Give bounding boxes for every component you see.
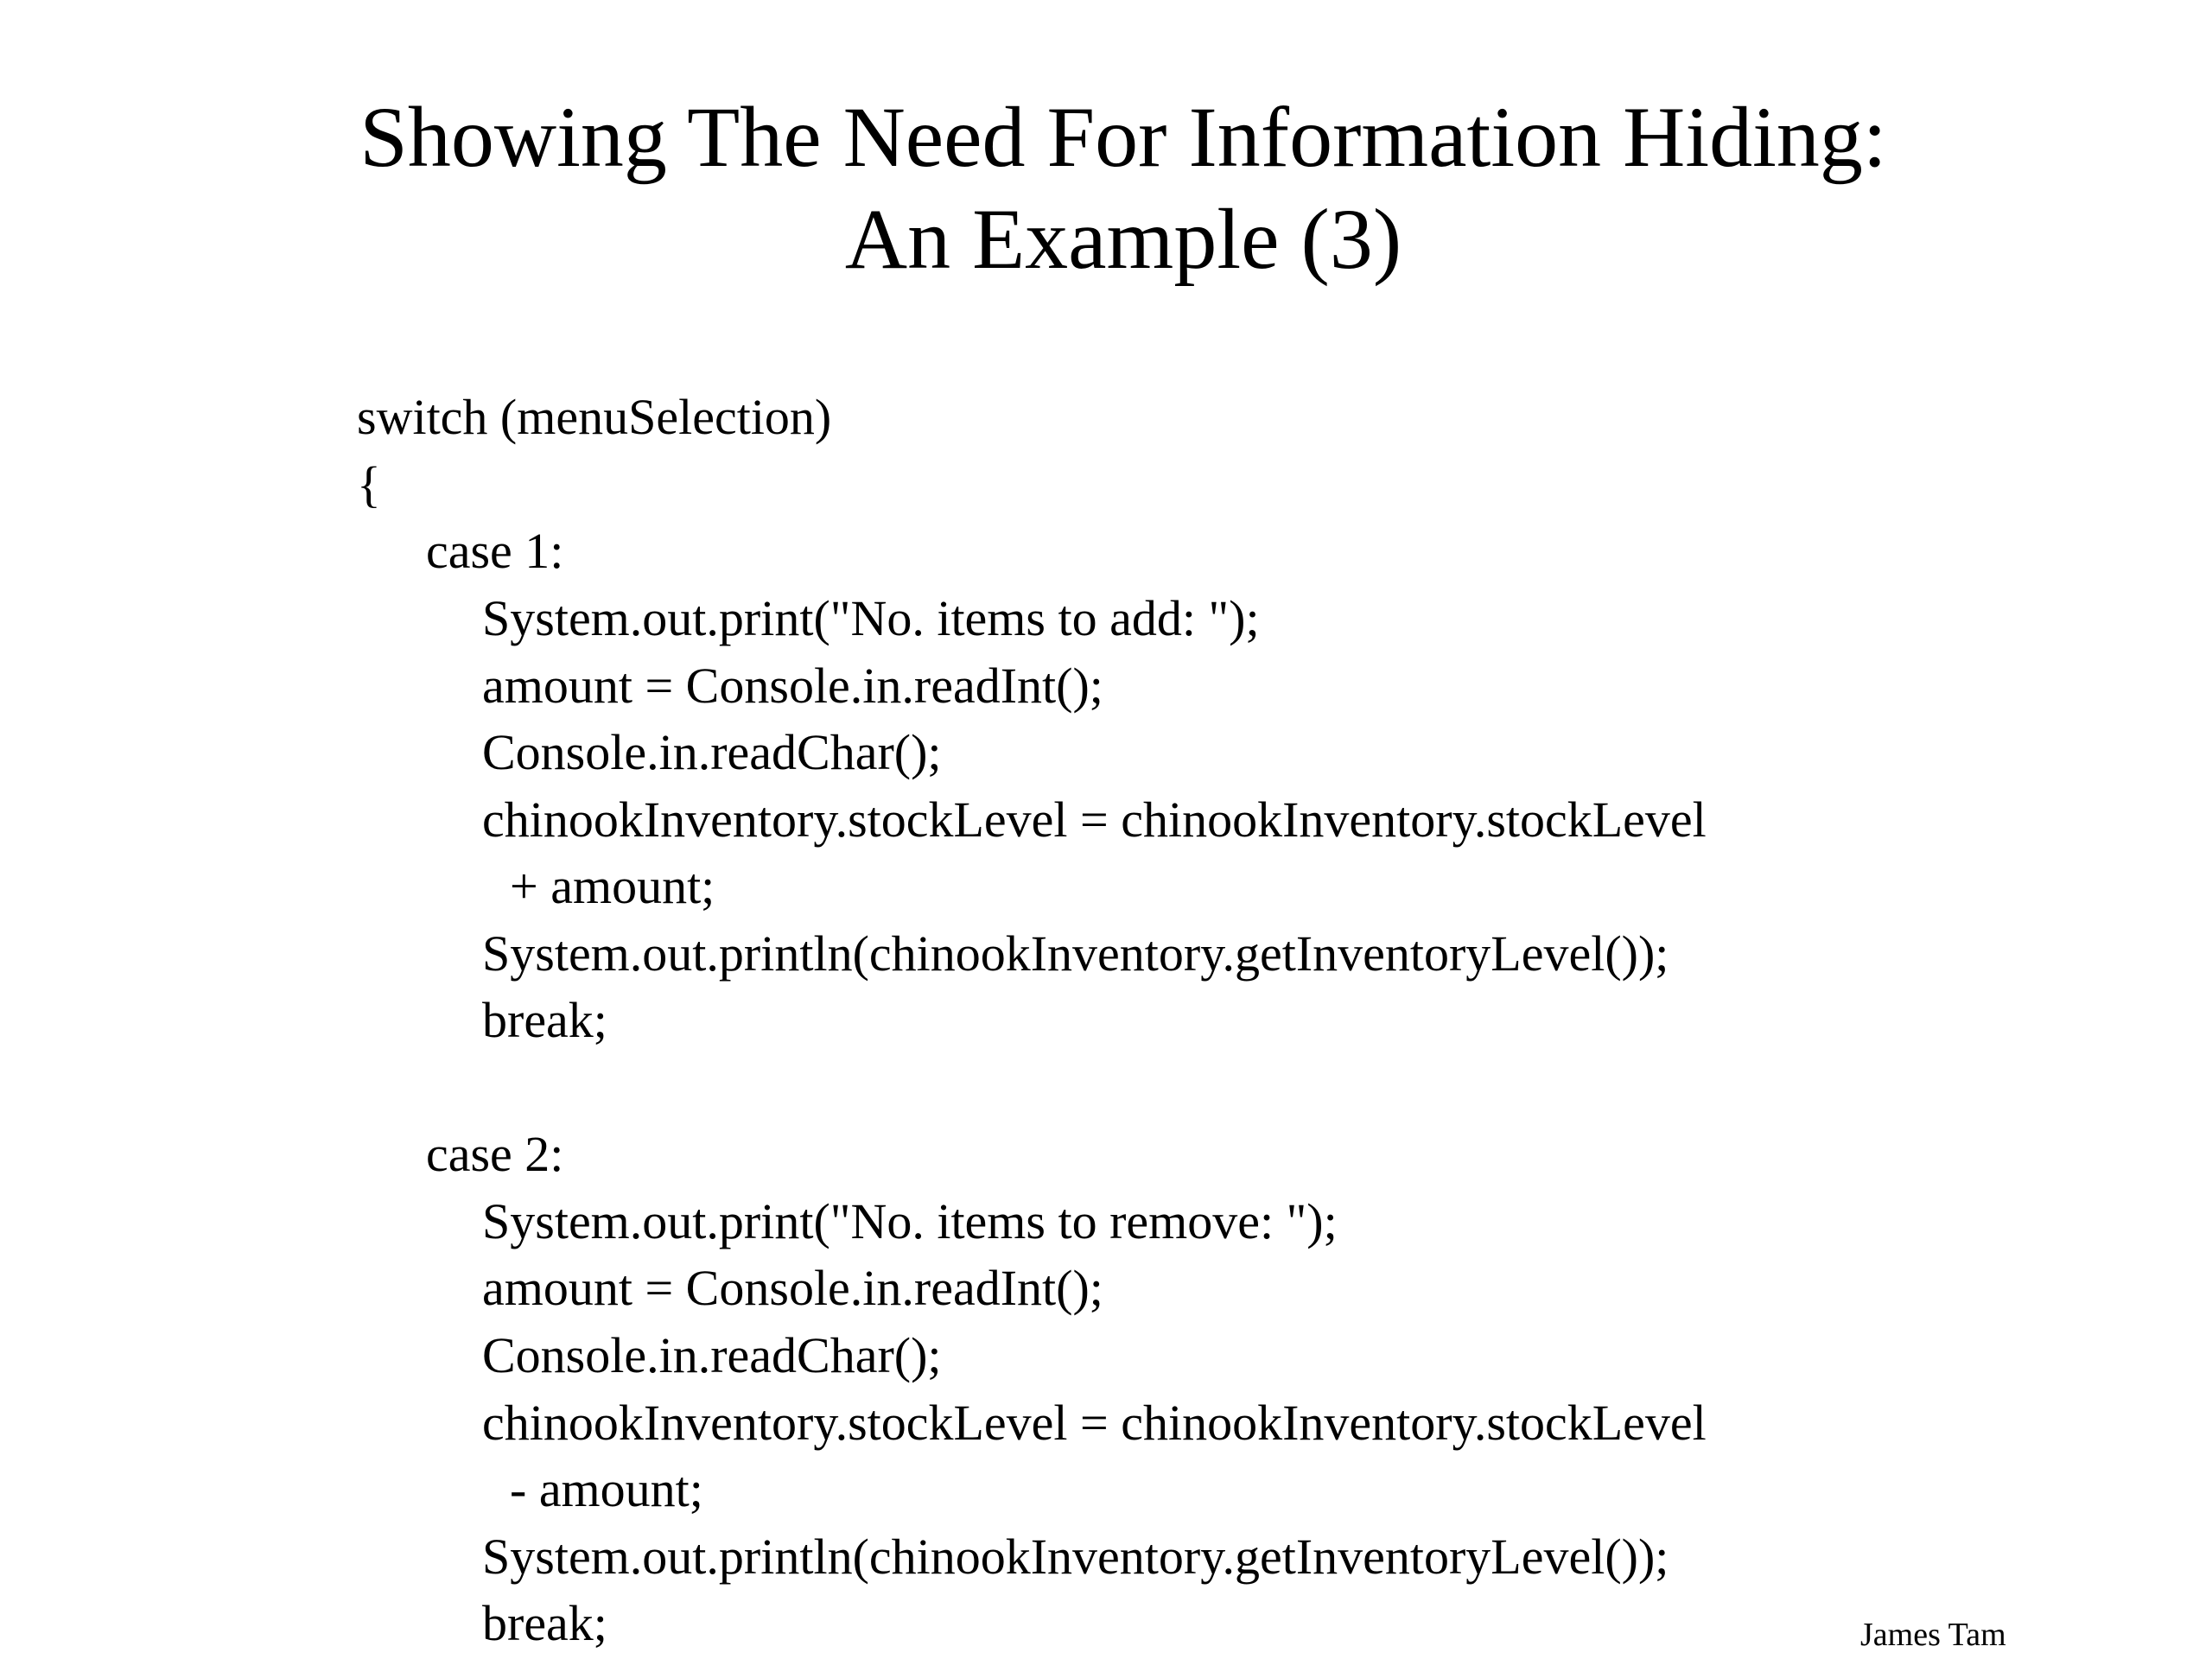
code-line: System.out.print("No. items to add: "); <box>482 590 1260 646</box>
code-line: + amount; <box>510 858 715 914</box>
code-line: break; <box>482 992 607 1048</box>
code-line: System.out.print("No. items to remove: "); <box>482 1193 1338 1249</box>
code-line: break; <box>482 1595 607 1651</box>
footer-author: James Tam <box>1860 1617 2006 1653</box>
code-line: Console.in.readChar(); <box>482 724 942 780</box>
code-line: amount = Console.in.readInt(); <box>482 658 1103 714</box>
code-line: System.out.println(chinookInventory.getInventoryLevel()); <box>482 1529 1669 1585</box>
code-line: System.out.println(chinookInventory.getInventoryLevel()); <box>482 925 1669 982</box>
code-line: case 1: <box>426 523 564 579</box>
code-line: - amount; <box>510 1461 703 1517</box>
slide-title <box>0 86 2212 290</box>
code-line: Console.in.readChar(); <box>482 1327 942 1383</box>
slide-title-line-1: Showing The Need For Information Hiding: <box>359 89 1887 185</box>
code-line: { <box>357 456 381 512</box>
slide-title-line-2: An Example (3) <box>844 191 1402 287</box>
code-line: chinookInventory.stockLevel = chinookInventory.stockLevel <box>482 1395 1707 1451</box>
code-line: amount = Console.in.readInt(); <box>482 1260 1103 1316</box>
code-line: switch (menuSelection) <box>357 389 832 445</box>
code-line: chinookInventory.stockLevel = chinookInventory.stockLevel <box>482 791 1707 848</box>
code-line: case 2: <box>426 1126 564 1182</box>
